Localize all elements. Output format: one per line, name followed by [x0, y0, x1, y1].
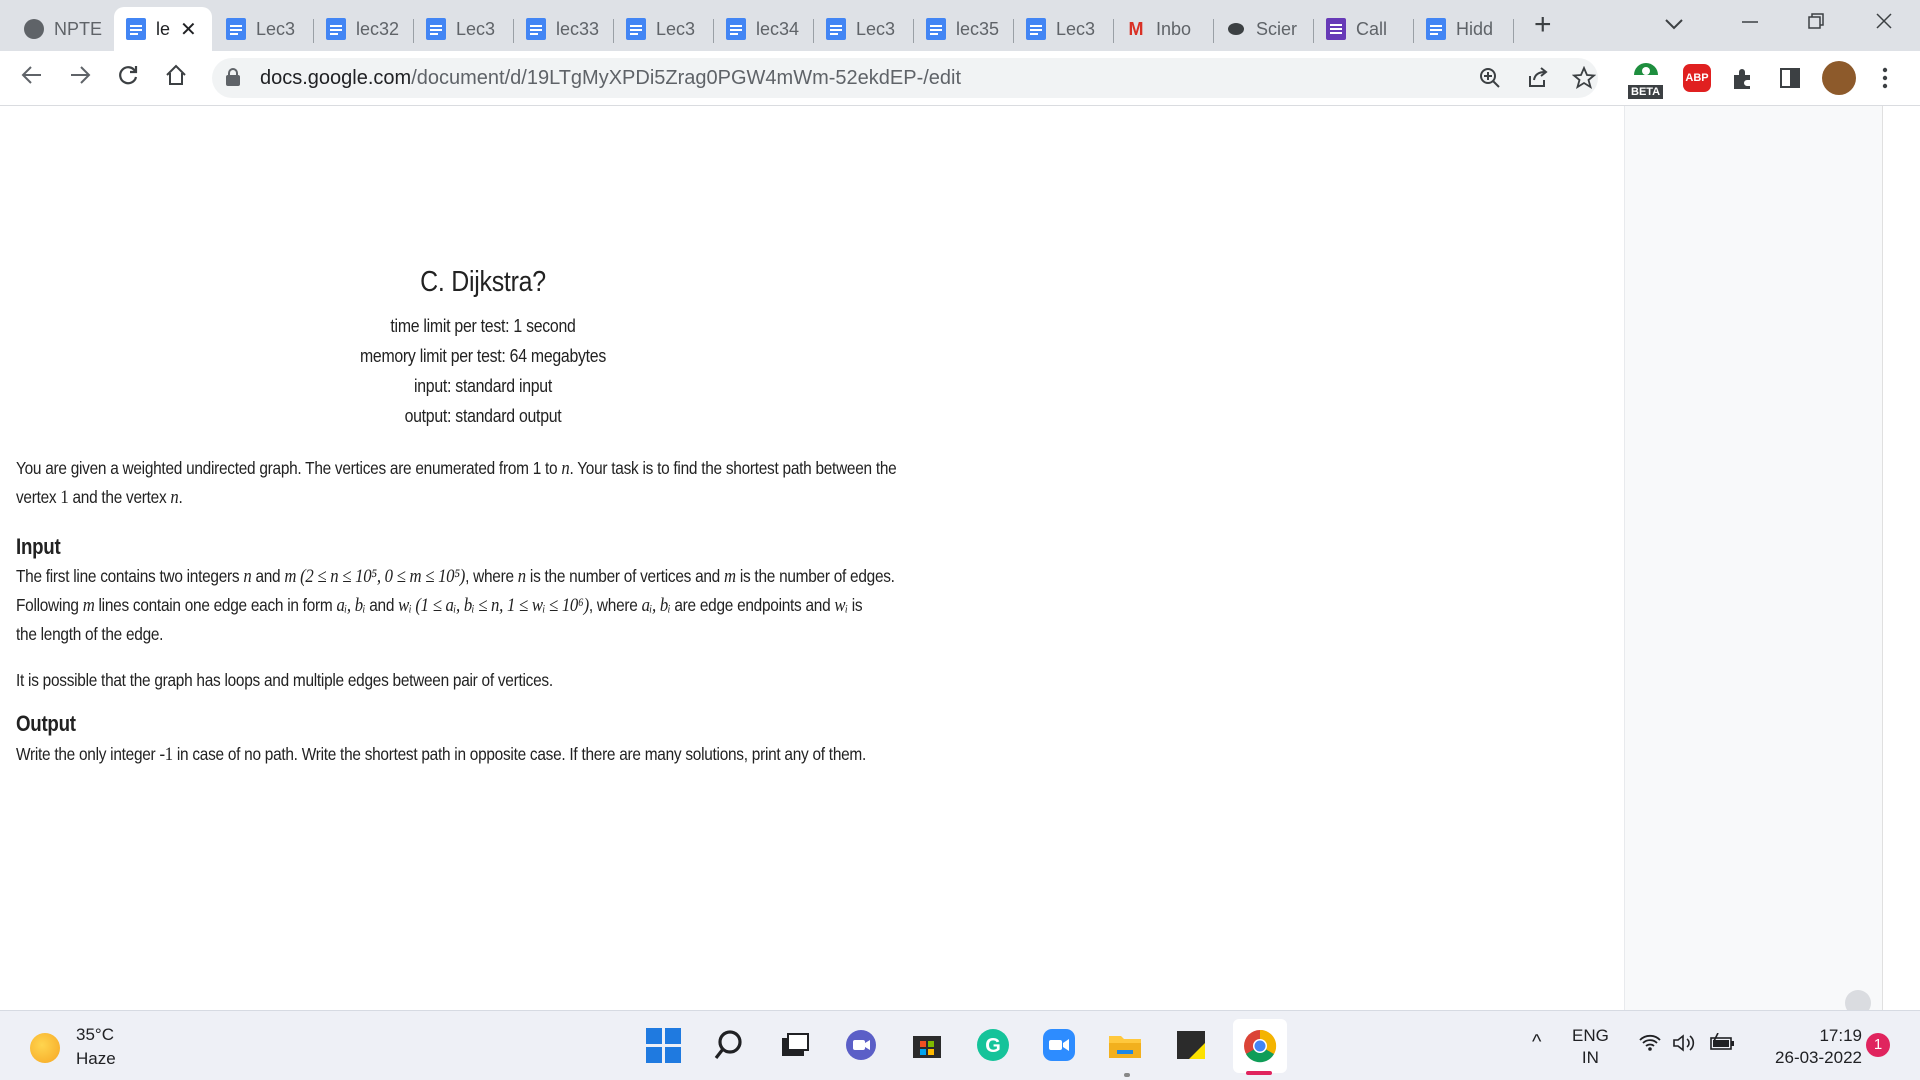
math-m: m: [284, 566, 297, 587]
address-bar[interactable]: [212, 58, 1598, 98]
input-text: and: [365, 595, 399, 615]
math-m: m: [82, 595, 95, 616]
forward-icon[interactable]: [64, 62, 96, 95]
tab-label: lec35: [956, 18, 1000, 39]
google-docs-icon: [126, 19, 146, 39]
zoom-icon[interactable]: [1478, 66, 1502, 96]
share-icon[interactable]: [1526, 66, 1550, 96]
tab-label: le: [156, 18, 171, 39]
language-indicator[interactable]: [1572, 1025, 1609, 1069]
memory-limit: memory limit per test: 64 megabytes: [359, 346, 607, 366]
output-heading: Output: [16, 711, 76, 736]
tab-label: Inbo: [1156, 18, 1192, 39]
math-ab: aᵢ, bᵢ: [336, 595, 366, 616]
weather-condition[interactable]: Haze: [76, 1049, 116, 1068]
input-description: [16, 562, 949, 649]
tab-7[interactable]: [714, 7, 814, 51]
menu-kebab-icon[interactable]: [1880, 65, 1890, 96]
output-text: in case of no path. Write the shortest path in opposite case. If there are many solutions, print any of them.: [172, 744, 867, 764]
statement-text: You are given a weighted undirected graph. The vertices are enumerated from 1 to: [16, 458, 562, 478]
microsoft-store-icon[interactable]: [907, 1025, 947, 1065]
teams-chat-icon[interactable]: [841, 1025, 881, 1065]
reload-icon[interactable]: [112, 62, 144, 95]
problem-statement: [16, 454, 949, 512]
document-canvas[interactable]: [0, 106, 1624, 1010]
math-n: n: [243, 566, 252, 587]
tab-label: lec33: [556, 18, 600, 39]
sticky-notes-icon[interactable]: [1171, 1025, 1211, 1065]
math-ab: aᵢ, bᵢ: [641, 595, 671, 616]
input-text: The first line contains two integers: [16, 566, 244, 586]
url-path: /document/d/19LTgMyXPDi5Zrag0PGW4mWm-52ekdEP-/edit: [411, 67, 962, 89]
math-w: wᵢ: [398, 595, 412, 616]
tab-label: Scier: [1256, 18, 1298, 39]
clock-date: 26-03-2022: [1775, 1048, 1862, 1067]
tab-label: Hidd: [1456, 18, 1494, 39]
language-code: ENG: [1572, 1026, 1609, 1045]
adblock-plus-icon[interactable]: ABP: [1683, 64, 1711, 92]
tab-14[interactable]: [1414, 7, 1514, 51]
output-type: output: standard output: [404, 406, 562, 426]
extensions-puzzle-icon[interactable]: [1730, 65, 1756, 96]
close-window-icon[interactable]: [1874, 10, 1894, 38]
tab-5[interactable]: [514, 7, 614, 51]
tab-label: Lec3: [456, 18, 496, 39]
wifi-icon[interactable]: [1638, 1033, 1662, 1059]
scienceopen-icon: [1226, 19, 1246, 39]
google-docs-icon: [1026, 19, 1046, 39]
minimize-icon[interactable]: [1740, 10, 1760, 38]
google-docs-icon: [926, 19, 946, 39]
google-docs-icon: [726, 19, 746, 39]
loops-note: It is possible that the graph has loops and multiple edges between pair of vertices.: [16, 670, 553, 690]
tab-8[interactable]: [814, 7, 914, 51]
clock-time: 17:19: [1819, 1026, 1862, 1045]
tab-label: NPTE: [54, 18, 103, 39]
math-constraints: (1 ≤ aᵢ, bᵢ ≤ n, 1 ≤ wᵢ ≤ 10⁶): [411, 595, 589, 616]
google-forms-icon: [1326, 19, 1346, 39]
tab-3[interactable]: [314, 7, 414, 51]
tab-12[interactable]: [1214, 7, 1314, 51]
browser-toolbar: [0, 51, 1920, 106]
side-panel: [1624, 106, 1882, 1010]
grammarly-icon[interactable]: [973, 1025, 1013, 1065]
input-text: Following: [16, 595, 83, 615]
input-text: is the number of vertices and: [525, 566, 725, 586]
tab-10[interactable]: [1014, 7, 1114, 51]
new-tab-button[interactable]: +: [1534, 8, 1552, 41]
chrome-icon[interactable]: [1233, 1019, 1287, 1073]
tab-6[interactable]: [614, 7, 714, 51]
back-icon[interactable]: [16, 62, 48, 95]
restore-icon[interactable]: [1806, 10, 1826, 38]
google-docs-icon: [526, 19, 546, 39]
statement-text: . Your task is to find the shortest path between the: [569, 458, 897, 478]
close-tab-icon[interactable]: ✕: [180, 18, 197, 41]
file-explorer-icon[interactable]: [1105, 1025, 1145, 1065]
tab-2[interactable]: [214, 7, 314, 51]
beta-extension-icon[interactable]: [1626, 55, 1666, 98]
problem-title: C. Dijkstra?: [420, 266, 546, 298]
input-text: is the number of edges.: [735, 566, 895, 586]
tab-label: Lec3: [856, 18, 896, 39]
math-n: n: [517, 566, 526, 587]
clock[interactable]: [1752, 1025, 1862, 1069]
tab-0[interactable]: [12, 7, 116, 51]
output-text: Write the only integer: [16, 744, 160, 764]
windows-taskbar: [0, 1010, 1920, 1080]
input-heading: Input: [16, 534, 61, 559]
google-docs-icon: [1426, 19, 1446, 39]
lock-icon[interactable]: [226, 68, 240, 86]
input-text: , where: [465, 566, 518, 586]
tab-label: Lec3: [256, 18, 296, 39]
google-docs-icon: [426, 19, 446, 39]
input-text: lines contain one edge each in form: [94, 595, 337, 615]
tab-label: Call: [1356, 18, 1388, 39]
bookmark-star-icon[interactable]: [1572, 66, 1596, 96]
google-docs-icon: [626, 19, 646, 39]
tab-label: lec32: [356, 18, 400, 39]
google-docs-icon: [826, 19, 846, 39]
side-panel-icon[interactable]: [1778, 66, 1802, 95]
beta-label: BETA: [1628, 85, 1663, 99]
home-icon[interactable]: [160, 62, 192, 95]
tab-11[interactable]: [1114, 7, 1214, 51]
tab-9[interactable]: [914, 7, 1014, 51]
math-n: n: [561, 458, 570, 479]
clipped-text-fragment: [230, 996, 1130, 1010]
gmail-icon: M: [1128, 18, 1144, 39]
time-limit: time limit per test: 1 second: [390, 316, 576, 336]
math-one: 1: [60, 487, 69, 508]
tab-4[interactable]: [414, 7, 514, 51]
tab-search-chevron-icon[interactable]: [1664, 10, 1684, 38]
output-description: [16, 740, 949, 769]
region-code: IN: [1581, 1048, 1599, 1067]
math-minus-one: -1: [159, 744, 173, 765]
profile-avatar[interactable]: [1822, 61, 1856, 95]
vertical-scrollbar[interactable]: [1882, 106, 1920, 1010]
active-app-indicator: [1246, 1071, 1272, 1075]
volume-icon[interactable]: [1672, 1033, 1698, 1059]
input-text: is: [847, 595, 863, 615]
tab-label: Lec3: [1056, 18, 1096, 39]
math-constraints: (2 ≤ n ≤ 10⁵, 0 ≤ m ≤ 10⁵): [296, 566, 466, 587]
statement-text: .: [178, 487, 183, 507]
task-view-icon[interactable]: [775, 1025, 815, 1065]
tab-active[interactable]: [114, 7, 212, 51]
search-icon[interactable]: [709, 1025, 749, 1065]
notification-badge[interactable]: 1: [1866, 1033, 1890, 1057]
input-text: the length of the edge.: [16, 624, 164, 644]
math-w: wᵢ: [834, 595, 848, 616]
math-m: m: [724, 566, 736, 587]
url-text[interactable]: [260, 67, 961, 90]
globe-icon: [24, 19, 44, 39]
statement-text: and the vertex: [68, 487, 171, 507]
url-host: docs.google.com: [260, 67, 412, 89]
google-docs-icon: [226, 19, 246, 39]
tab-13[interactable]: [1314, 7, 1414, 51]
statement-text: vertex: [16, 487, 61, 507]
tab-label: Lec3: [656, 18, 696, 39]
tab-label: lec34: [756, 18, 800, 39]
math-n: n: [170, 487, 179, 508]
zoom-app-icon[interactable]: [1039, 1025, 1079, 1065]
tab-strip: [0, 0, 1920, 51]
weather-temperature[interactable]: 35°C: [76, 1025, 114, 1044]
svg-text:G: G: [985, 1035, 1001, 1057]
weather-sun-icon[interactable]: [30, 1033, 60, 1063]
input-text: , where: [588, 595, 642, 615]
show-hidden-icons-chevron[interactable]: ^: [1532, 1031, 1542, 1053]
running-app-indicator: [1124, 1073, 1130, 1077]
input-type: input: standard input: [413, 376, 552, 396]
battery-charging-icon[interactable]: [1708, 1033, 1736, 1059]
input-text: and: [251, 566, 285, 586]
google-docs-icon: [326, 19, 346, 39]
input-text: are edge endpoints and: [670, 595, 835, 615]
start-icon[interactable]: [643, 1025, 683, 1065]
